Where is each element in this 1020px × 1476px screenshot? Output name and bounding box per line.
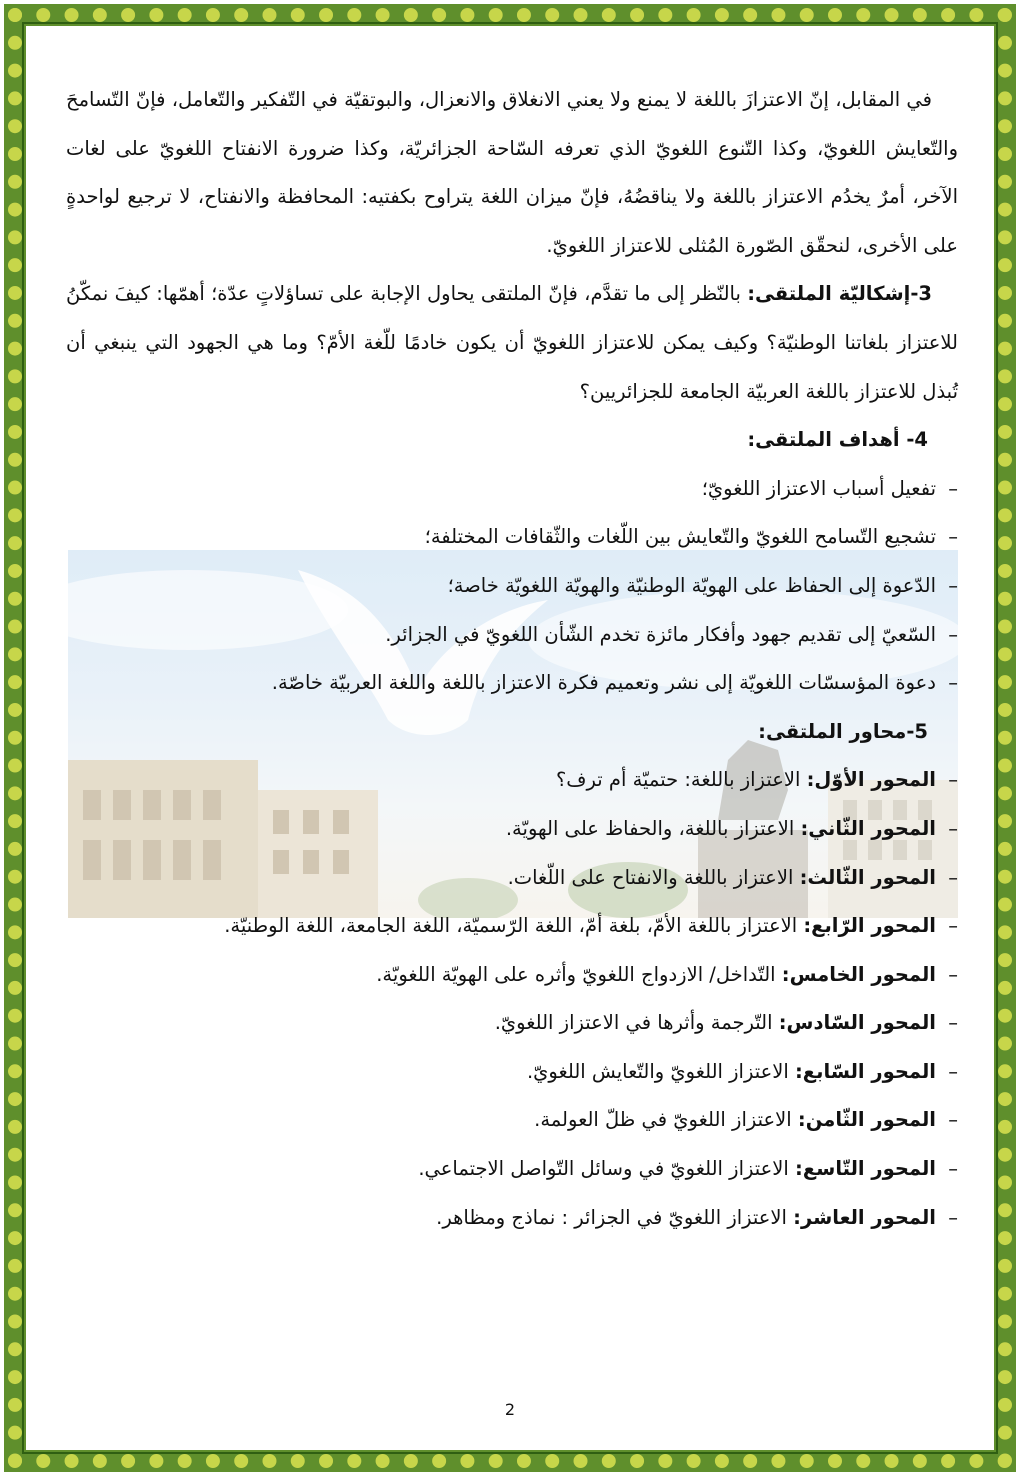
axis-text: الاعتزاز اللغويّ والتّعايش اللغويّ. [526,1059,795,1083]
dash-bullet: – [948,768,958,792]
axis-text: التّداخل/ الازدواج اللغويّ وأثره على الهويّة اللغويّة. [376,962,782,986]
axis-label: المحور الثّاني: [800,816,936,840]
list-item [66,513,958,562]
dash-bullet: – [948,671,958,695]
dash-bullet: – [948,962,958,986]
axis-text: الاعتزاز باللغة: حتميّة أم ترف؟ [555,768,807,792]
intro-paragraph: في المقابل، إنّ الاعتزازَ باللغة لا يمنع ولا يعني الانغلاق والانعزال، والبوتقيّة في التّفكير والتّعامل، فإنّ التّسامحَ والتّعايش اللغويّ، وكذا التّنوع اللغويّ الذي تعرفه السّاحة الجزائريّة، وكذا ضرورة الانفتاح اللغويّ على لغات الآخر، أمرٌ يخدُم الاعتزاز باللغة ولا يناقضُهُ، فإنّ ميزان اللغة يتراوح بكفتيه: المحافظة والانفتاح، لا ترجيع لواحدةٍ على الأخرى، لنحقّق الصّورة المُثلى للاعتزاز اللغويّ. [66,88,958,257]
goal-text: تفعيل أسباب الاعتزاز اللغويّ؛ [701,476,936,500]
list-item [66,854,958,903]
axis-label: المحور الأوّل: [806,768,936,792]
problem-text: بالنّظر إلى ما تقدَّم، فإنّ الملتقى يحاول الإجابة على تساؤلاتٍ عدّة؛ أهمّها: كيفَ نمكّنُ للاعتزاز بلغاتنا الوطنيّة؟ وكيف يمكن للاعتزاز اللغويّ أن يكون خادمًا للّغة الأمّ؟ وما هي الجهود التي ينبغي أن تُبذل للاعتزاز باللغة العربيّة الجامعة للجزائريين؟ [66,282,958,403]
dash-bullet: – [948,622,958,646]
axis-label: المحور الثّالث: [799,865,936,889]
problem-paragraph [66,270,958,416]
goal-text: السّعيّ إلى تقديم جهود وأفكار مائزة تخدم الشّأن اللغويّ في الجزائر. [385,622,936,646]
axis-label: المحور الخامس: [781,962,936,986]
goal-text: الدّعوة إلى الحفاظ على الهويّة الوطنيّة والهويّة اللغويّة خاصة؛ [447,573,936,597]
axis-text: الاعتزاز اللغويّ في ظلّ العولمة. [534,1108,798,1132]
goals-heading: 4- أهداف الملتقى: [747,428,928,452]
list-item [66,1194,958,1243]
axis-text: الاعتزاز اللغويّ في وسائل التّواصل الاجتماعي. [418,1157,796,1181]
list-item [66,611,958,660]
axes-heading: 5-محاور الملتقى: [758,719,928,743]
list-item [66,562,958,611]
axis-label: المحور الثّامن: [797,1108,936,1132]
page-number: 2 [504,1400,516,1419]
axis-text: الاعتزاز باللغة والانفتاح على اللّغات. [507,865,800,889]
axis-text: التّرجمة وأثرها في الاعتزاز اللغويّ. [494,1011,779,1035]
list-item [66,805,958,854]
list-item [66,1096,958,1145]
dash-bullet: – [948,914,958,938]
dash-bullet: – [948,1108,958,1132]
dash-bullet: – [948,573,958,597]
axis-label: المحور العاشر: [793,1205,936,1229]
list-item [66,659,958,708]
list-item [66,756,958,805]
list-item [66,465,958,514]
list-item [66,951,958,1000]
dash-bullet: – [948,1205,958,1229]
dash-bullet: – [948,865,958,889]
goal-text: دعوة المؤسسّات اللغويّة إلى نشر وتعميم فكرة الاعتزاز باللغة واللغة العربيّة خاصّة. [271,671,936,695]
dash-bullet: – [948,1059,958,1083]
document-body [66,76,958,1242]
axis-text: الاعتزاز اللغويّ في الجزائر : نماذج ومظاهر. [436,1205,794,1229]
goal-text: تشجيع التّسامح اللغويّ والتّعايش بين اللّغات والثّقافات المختلفة؛ [424,525,936,549]
dash-bullet: – [948,1157,958,1181]
dash-bullet: – [948,476,958,500]
problem-heading: 3-إشكاليّة الملتقى: [747,282,932,306]
list-item [66,999,958,1048]
axis-label: المحور التّاسع: [795,1157,936,1181]
list-item [66,1048,958,1097]
goals-list [66,465,958,708]
list-item [66,902,958,951]
axis-label: المحور الرّابع: [803,914,936,938]
dash-bullet: – [948,816,958,840]
axis-text: الاعتزاز باللغة، والحفاظ على الهويّة. [505,816,801,840]
axis-text: الاعتزاز باللغة الأمّ، بلغة أمّ، اللغة الرّسميّة، اللغة الجامعة، اللغة الوطنيّة. [224,914,804,938]
axis-label: المحور السّابع: [795,1059,936,1083]
list-item [66,1145,958,1194]
axes-list [66,756,958,1242]
axis-label: المحور السّادس: [778,1011,936,1035]
dash-bullet: – [948,525,958,549]
dash-bullet: – [948,1011,958,1035]
